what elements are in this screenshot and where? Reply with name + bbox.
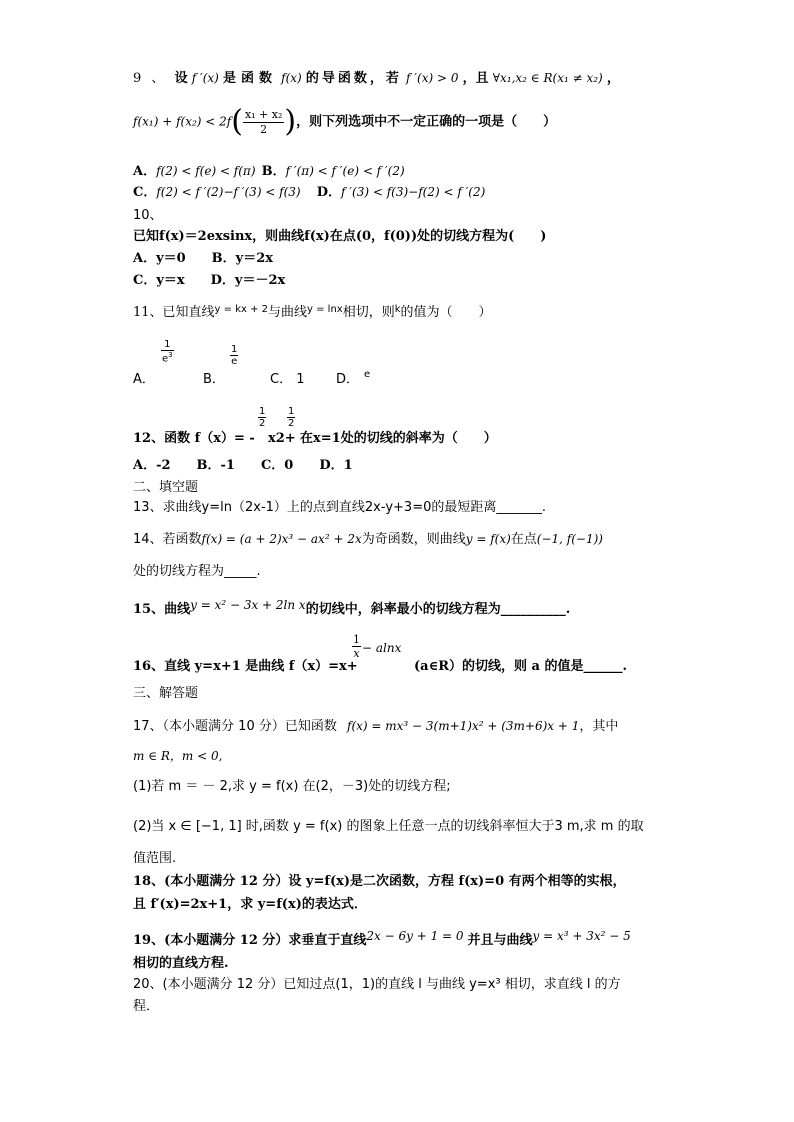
q10-stem: 已知f(x)＝2exsinx，则曲线f(x)在点(0，f(0))处的切线方程为( ) <box>133 229 547 244</box>
q9-cond2: ∀x₁,x₂ ∈ R(x₁ ≠ x₂) <box>492 71 603 85</box>
q16-question: (a∈R）的切线，则 a 的值是______. <box>414 659 628 674</box>
q15-curve: y = x² − 3x + 2ln x <box>190 598 306 612</box>
q9-option-c-label: C． <box>133 185 157 200</box>
q19-text: 19、(本小题满分 12 分）求垂直于直线 <box>133 933 367 948</box>
q15-text: 15、曲线 <box>133 602 191 617</box>
q9-line2 <box>133 104 556 140</box>
q9-text: ，且 <box>462 71 489 86</box>
q9-fx: f(x) <box>281 71 302 85</box>
q9-number: 9 <box>133 71 142 86</box>
q11-option-d-label: D． <box>336 372 360 387</box>
q11-text: 与曲线 <box>268 305 308 320</box>
q12-x2: x2+ <box>268 431 296 446</box>
section-answer-questions: 三、解答题 <box>133 686 199 701</box>
section-fill-in-blank: 二、填空题 <box>133 480 199 495</box>
q9-text: ， <box>606 71 620 86</box>
q9-sep: 、 <box>151 71 165 86</box>
big-paren-right: ) <box>284 104 297 139</box>
q14-text: 为奇函数，则曲线 <box>361 532 466 547</box>
q11-text: 11、已知直线 <box>133 305 215 320</box>
q11-text: 相切，则 <box>342 305 395 320</box>
q9-option-d: f ′(3) < f(3)−f(2) < f ′(2) <box>341 185 486 199</box>
q12-half1-den: 2 <box>259 418 266 429</box>
q9-text: 设 <box>174 71 188 86</box>
q9-cond1: f ′(x) > 0 <box>406 71 459 85</box>
q9-option-a: f(2) < f(e) < f(π) <box>156 164 256 178</box>
q14-function: f(x) = (a + 2)x³ − ax² + 2x <box>201 532 362 546</box>
q11-option-a-fraction <box>161 339 174 364</box>
q14-text: 14、若函数 <box>133 532 202 547</box>
q9-option-d-label: D． <box>316 185 342 200</box>
q9-options-ab <box>133 164 405 180</box>
q17-text: ，其中 <box>579 719 619 734</box>
q19-line-eq: 2x − 6y + 1 = 0 <box>366 929 464 943</box>
q14-curve: y = f(x) <box>465 532 511 546</box>
q9-options-cd <box>133 185 485 201</box>
q15-text: 的切线中，斜率最小的切线方程为__________. <box>305 602 571 617</box>
q19-text: 并且与曲线 <box>467 933 533 948</box>
q12-half-1 <box>258 406 266 429</box>
q9-fprime: f ′(x) <box>191 71 219 85</box>
q18-line2: 且 f′(x)=2x+1，求 y=f(x)的表达式． <box>133 897 367 912</box>
q11-line <box>133 304 492 321</box>
q11-option-d-value: e <box>364 369 371 380</box>
q14-line1 <box>133 532 603 548</box>
q10-options-row1: A．y＝0 B．y＝2x <box>133 251 274 266</box>
q20-line2: 程． <box>133 999 160 1014</box>
q17-part1: (1)若 m ＝ － 2,求 y = f(x) 在(2，－3)处的切线方程; <box>133 779 451 794</box>
q11-option-b-label: B． <box>203 372 225 387</box>
q12-text: 12、函数 f（x）= - <box>133 431 255 446</box>
q16-frac-den: x <box>353 647 360 660</box>
q10-number: 10、 <box>133 208 163 223</box>
q17-part2-line1: (2)当 x ∈ [−1, 1] 时,函数 y = f(x) 的图象上任意一点的切线斜率恒大于3 m,求 m 的取 <box>133 819 644 834</box>
q12-half-2 <box>287 406 295 429</box>
q9-fraction <box>243 108 284 135</box>
q15-line <box>133 598 570 618</box>
q11-b-num: 1 <box>231 344 238 355</box>
q11-k: k <box>394 304 401 315</box>
q9-option-b: f ′(π) < f ′(e) < f ′(2) <box>285 164 405 178</box>
q16-text: 16、直线 y=x+1 是曲线 f（x）=x+ <box>133 659 358 674</box>
q17-text: 17、（本小题满分 10 分）已知函数 <box>133 719 337 734</box>
q12-half2-den: 2 <box>288 418 295 429</box>
q9-text: 是函数 <box>223 71 278 86</box>
q18-line1: 18、(本小题满分 12 分）设 y=f(x)是二次函数，方程 f(x)=0 有两个相等的实根， <box>133 874 626 889</box>
q11-text: 的值为（ ） <box>400 305 492 320</box>
q12-options: A．-2 B．-1 C．0 D．1 <box>133 458 353 473</box>
q11-a-num: 1 <box>161 339 174 351</box>
q14-point: (−1, f(−1)) <box>536 532 603 546</box>
q11-option-c: C． 1 <box>270 372 305 387</box>
q16-fraction <box>352 633 361 660</box>
q10-options-row2: C．y＝x D．y＝－2x <box>133 273 286 288</box>
q19-curve: y = x³ + 3x² − 5 <box>532 929 631 943</box>
q11-option-b-fraction <box>230 344 238 367</box>
q12-half1-num: 1 <box>259 406 266 417</box>
q11-line-eq: y = kx + 2 <box>214 304 269 315</box>
big-paren-left: ( <box>231 104 243 139</box>
q9-frac-den: 2 <box>260 122 268 136</box>
q16-tail: − alnx <box>362 641 402 655</box>
q16-frac-num: 1 <box>353 633 360 646</box>
q9-frac-num: x₁ + x₂ <box>244 108 283 122</box>
q9-option-a-label: A． <box>133 164 157 179</box>
q17-line1 <box>133 719 618 735</box>
q14-text: 在点 <box>510 532 537 547</box>
q17-condition: m ∈ R，m < 0, <box>133 749 223 763</box>
q14-line2: 处的切线方程为_____. <box>133 564 261 579</box>
q20-line1: 20、(本小题满分 12 分）已知过点(1，1)的直线 l 与曲线 y=x³ 相切，求直线 l 的方 <box>133 977 621 992</box>
q9-line1 <box>133 71 620 87</box>
q19-line2: 相切的直线方程. <box>133 956 229 971</box>
q11-option-a-label: A． <box>133 372 155 387</box>
q12-question: 在x=1处的切线的斜率为（ ） <box>300 431 497 446</box>
q17-part2-line2: 值范围. <box>133 851 177 866</box>
q9-text: 的导函数，若 <box>305 71 402 86</box>
q11-b-den: e <box>231 356 238 367</box>
q9-option-b-label: B． <box>261 164 286 179</box>
q9-option-c: f(2) < f ′(2)−f ′(3) < f(3) <box>156 185 301 199</box>
q9-inequality: f(x₁) + f(x₂) < 2f <box>133 114 232 129</box>
q13: 13、求曲线y=ln（2x-1）上的点到直线2x-y+3=0的最短距离_______. <box>133 500 546 515</box>
q12-half2-num: 1 <box>288 406 295 417</box>
q11-a-den: $e^3$ <box>162 351 173 365</box>
q17-function: f(x) = mx³ − 3(m+1)x² + (3m+6)x + 1 <box>347 719 580 733</box>
q9-question: ，则下列选项中不一定正确的一项是（ ） <box>296 114 557 130</box>
q19-line1 <box>133 929 631 949</box>
q11-curve-eq: y = lnx <box>307 304 343 315</box>
